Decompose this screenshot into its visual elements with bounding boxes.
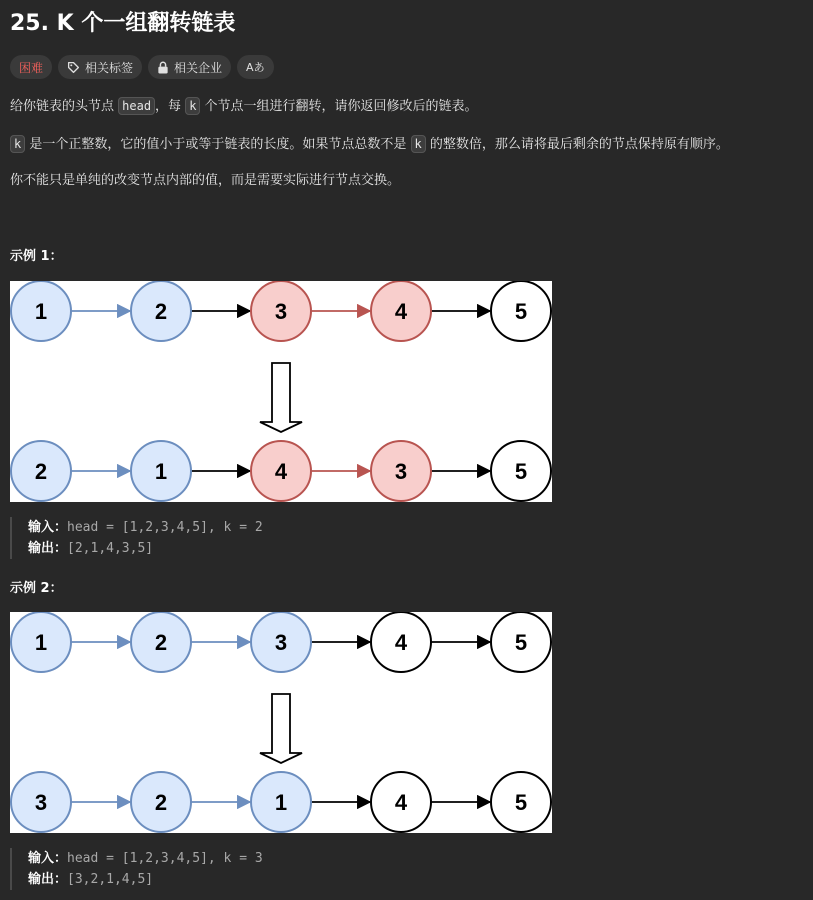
- after-list-node-label: 5: [514, 459, 528, 484]
- example-1-diagram: [10, 281, 552, 502]
- before-list-node-label: 2: [154, 630, 168, 655]
- example-1-title: 示例 1：: [10, 249, 63, 264]
- difficulty-label: 困难: [19, 60, 44, 75]
- after-list-node-label: 5: [514, 790, 528, 815]
- example-2-title: 示例 2：: [10, 581, 63, 596]
- after-list-node-label: 3: [394, 459, 408, 484]
- lock-icon: [157, 61, 169, 74]
- output-label: 输出：: [28, 872, 68, 887]
- before-list-node-label: 4: [394, 630, 408, 655]
- related-companies-button[interactable]: [148, 55, 231, 79]
- after-list-node-label: 3: [34, 790, 48, 815]
- input-label: 输入：: [28, 851, 68, 866]
- example-2-diagram: [10, 612, 552, 833]
- example-1-io: [10, 517, 263, 559]
- problem-title: 25. K 个一组翻转链表: [10, 11, 236, 36]
- example-2-io: [10, 848, 263, 890]
- input-label: 输入：: [28, 520, 68, 535]
- related-companies-label: 相关企业: [174, 60, 223, 75]
- output-label: 输出：: [28, 541, 68, 556]
- difficulty-badge[interactable]: [10, 55, 52, 79]
- after-list-node-label: 2: [34, 459, 48, 484]
- before-list-node-label: 3: [274, 299, 288, 324]
- before-list-node-label: 5: [514, 630, 528, 655]
- input-value: head = [1,2,3,4,5], k = 3: [67, 851, 263, 866]
- translate-icon: Aあ: [246, 61, 265, 74]
- output-value: [3,2,1,4,5]: [67, 872, 154, 887]
- before-list-node-label: 2: [154, 299, 168, 324]
- inline-code-head: head: [118, 97, 155, 115]
- transform-arrow-icon: [260, 694, 302, 763]
- before-list-node-label: 4: [394, 299, 408, 324]
- transform-arrow-icon: [260, 363, 302, 432]
- output-value: [2,1,4,3,5]: [67, 541, 154, 556]
- tag-bar: [10, 55, 274, 79]
- before-list-node-label: 5: [514, 299, 528, 324]
- after-list-node-label: 1: [154, 459, 168, 484]
- after-list-node-label: 2: [154, 790, 168, 815]
- tag-icon: [67, 61, 80, 74]
- before-list-node-label: 1: [34, 299, 48, 324]
- after-list-node-label: 4: [274, 459, 288, 484]
- translate-button[interactable]: [237, 55, 274, 79]
- description-paragraph-2: k 是一个正整数，它的值小于或等于链表的长度。如果节点总数不是 k 的整数倍，那么请将最后剩余的节点保持原有顺序。: [10, 133, 729, 156]
- description-paragraph-3: 你不能只是单纯的改变节点内部的值，而是需要实际进行节点交换。: [10, 173, 401, 188]
- before-list-node-label: 3: [274, 630, 288, 655]
- after-list-node-label: 1: [274, 790, 288, 815]
- inline-code-k: k: [411, 135, 426, 153]
- after-list-node-label: 4: [394, 790, 408, 815]
- input-value: head = [1,2,3,4,5], k = 2: [67, 520, 263, 535]
- inline-code-k: k: [10, 135, 25, 153]
- before-list-node-label: 1: [34, 630, 48, 655]
- inline-code-k: k: [185, 97, 200, 115]
- description-paragraph-1: 给你链表的头节点 head ，每 k 个节点一组进行翻转，请你返回修改后的链表。: [10, 99, 478, 114]
- related-tags-button[interactable]: [58, 55, 142, 79]
- related-tags-label: 相关标签: [85, 60, 134, 75]
